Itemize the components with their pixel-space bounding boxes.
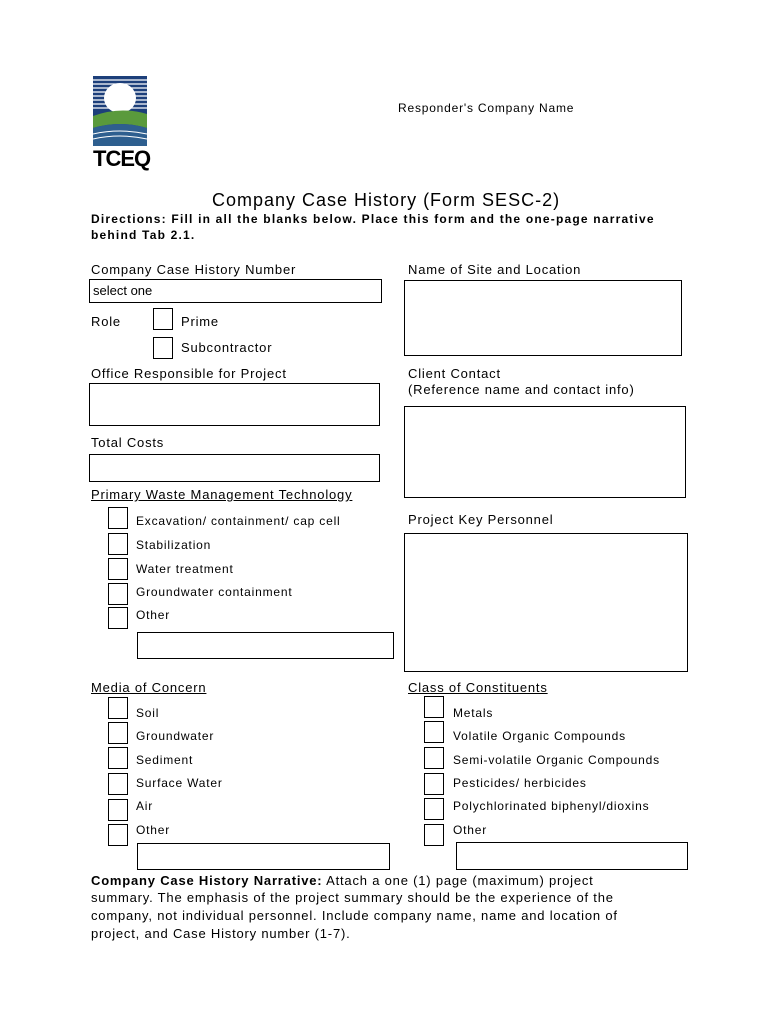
narrative-line-1 — [91, 873, 594, 888]
constituent-pesticides-label: Pesticides/ herbicides — [453, 776, 587, 790]
total-costs-field[interactable] — [89, 454, 380, 482]
tech-excavation-checkbox[interactable] — [108, 507, 128, 529]
client-contact-sublabel: (Reference name and contact info) — [408, 382, 635, 397]
media-other-label: Other — [136, 823, 171, 837]
constituent-pcb-label: Polychlorinated biphenyl/dioxins — [453, 799, 650, 813]
constituent-other-checkbox[interactable] — [424, 824, 444, 846]
constituent-svoc-label: Semi-volatile Organic Compounds — [453, 753, 660, 767]
office-label: Office Responsible for Project — [91, 366, 287, 381]
tech-groundwater-containment-checkbox[interactable] — [108, 583, 128, 605]
media-groundwater-checkbox[interactable] — [108, 722, 128, 744]
constituent-pesticides-checkbox[interactable] — [424, 773, 444, 795]
media-surface-water-checkbox[interactable] — [108, 773, 128, 795]
role-subcontractor-label: Subcontractor — [181, 340, 273, 355]
narrative-line-3: company, not individual personnel. Include company name, name and location of — [91, 908, 618, 923]
media-other-checkbox[interactable] — [108, 824, 128, 846]
case-number-value: select one — [93, 283, 153, 298]
constituent-voc-checkbox[interactable] — [424, 721, 444, 743]
constituent-other-label: Other — [453, 823, 488, 837]
client-contact-label: Client Contact — [408, 366, 501, 381]
constituent-pcb-checkbox[interactable] — [424, 798, 444, 820]
tceq-logo — [93, 76, 149, 174]
directions-line-1: Directions: Fill in all the blanks below. Place this form and the one-page narrative — [91, 212, 655, 226]
narrative-heading: Company Case History Narrative: — [91, 873, 323, 888]
case-number-label: Company Case History Number — [91, 262, 297, 277]
tech-other-checkbox[interactable] — [108, 607, 128, 629]
tech-other-field[interactable] — [137, 632, 394, 659]
total-costs-label: Total Costs — [91, 435, 165, 450]
media-sediment-checkbox[interactable] — [108, 747, 128, 769]
constituents-label: Class of Constituents — [408, 680, 548, 695]
constituent-metals-checkbox[interactable] — [424, 696, 444, 718]
role-prime-checkbox[interactable] — [153, 308, 173, 330]
role-prime-label: Prime — [181, 314, 219, 329]
site-field[interactable] — [404, 280, 682, 356]
narrative-line-4: project, and Case History number (1-7). — [91, 926, 351, 941]
media-air-label: Air — [136, 799, 154, 813]
media-other-field[interactable] — [137, 843, 390, 870]
case-number-select[interactable] — [89, 279, 382, 303]
media-groundwater-label: Groundwater — [136, 729, 215, 743]
constituent-metals-label: Metals — [453, 706, 494, 720]
page-title: Company Case History (Form SESC-2) — [212, 190, 561, 210]
key-personnel-label: Project Key Personnel — [408, 512, 554, 527]
media-air-checkbox[interactable] — [108, 799, 128, 821]
office-field[interactable] — [89, 383, 380, 426]
media-soil-label: Soil — [136, 706, 160, 720]
media-surface-water-label: Surface Water — [136, 776, 223, 790]
tech-stabilization-checkbox[interactable] — [108, 533, 128, 555]
tech-water-treatment-checkbox[interactable] — [108, 558, 128, 580]
media-soil-checkbox[interactable] — [108, 697, 128, 719]
role-subcontractor-checkbox[interactable] — [153, 337, 173, 359]
tech-water-treatment-label: Water treatment — [136, 562, 234, 576]
responder-company-name-label: Responder's Company Name — [398, 101, 575, 115]
directions-line-2: behind Tab 2.1. — [91, 228, 196, 242]
client-contact-field[interactable] — [404, 406, 686, 498]
constituent-svoc-checkbox[interactable] — [424, 747, 444, 769]
role-label: Role — [91, 314, 121, 329]
narrative-line-2: summary. The emphasis of the project summary should be the experience of the — [91, 890, 614, 905]
tech-stabilization-label: Stabilization — [136, 538, 212, 552]
key-personnel-field[interactable] — [404, 533, 688, 672]
tech-groundwater-containment-label: Groundwater containment — [136, 585, 293, 599]
media-sediment-label: Sediment — [136, 753, 194, 767]
narrative-text-1: Attach a one (1) page (maximum) project — [322, 873, 594, 888]
tech-other-label: Other — [136, 608, 171, 622]
logo-text: TCEQ — [93, 146, 151, 171]
media-label: Media of Concern — [91, 680, 207, 695]
tech-excavation-label: Excavation/ containment/ cap cell — [136, 514, 341, 528]
constituent-voc-label: Volatile Organic Compounds — [453, 729, 626, 743]
technology-label: Primary Waste Management Technology — [91, 487, 353, 502]
site-label: Name of Site and Location — [408, 262, 582, 277]
constituent-other-field[interactable] — [456, 842, 688, 870]
